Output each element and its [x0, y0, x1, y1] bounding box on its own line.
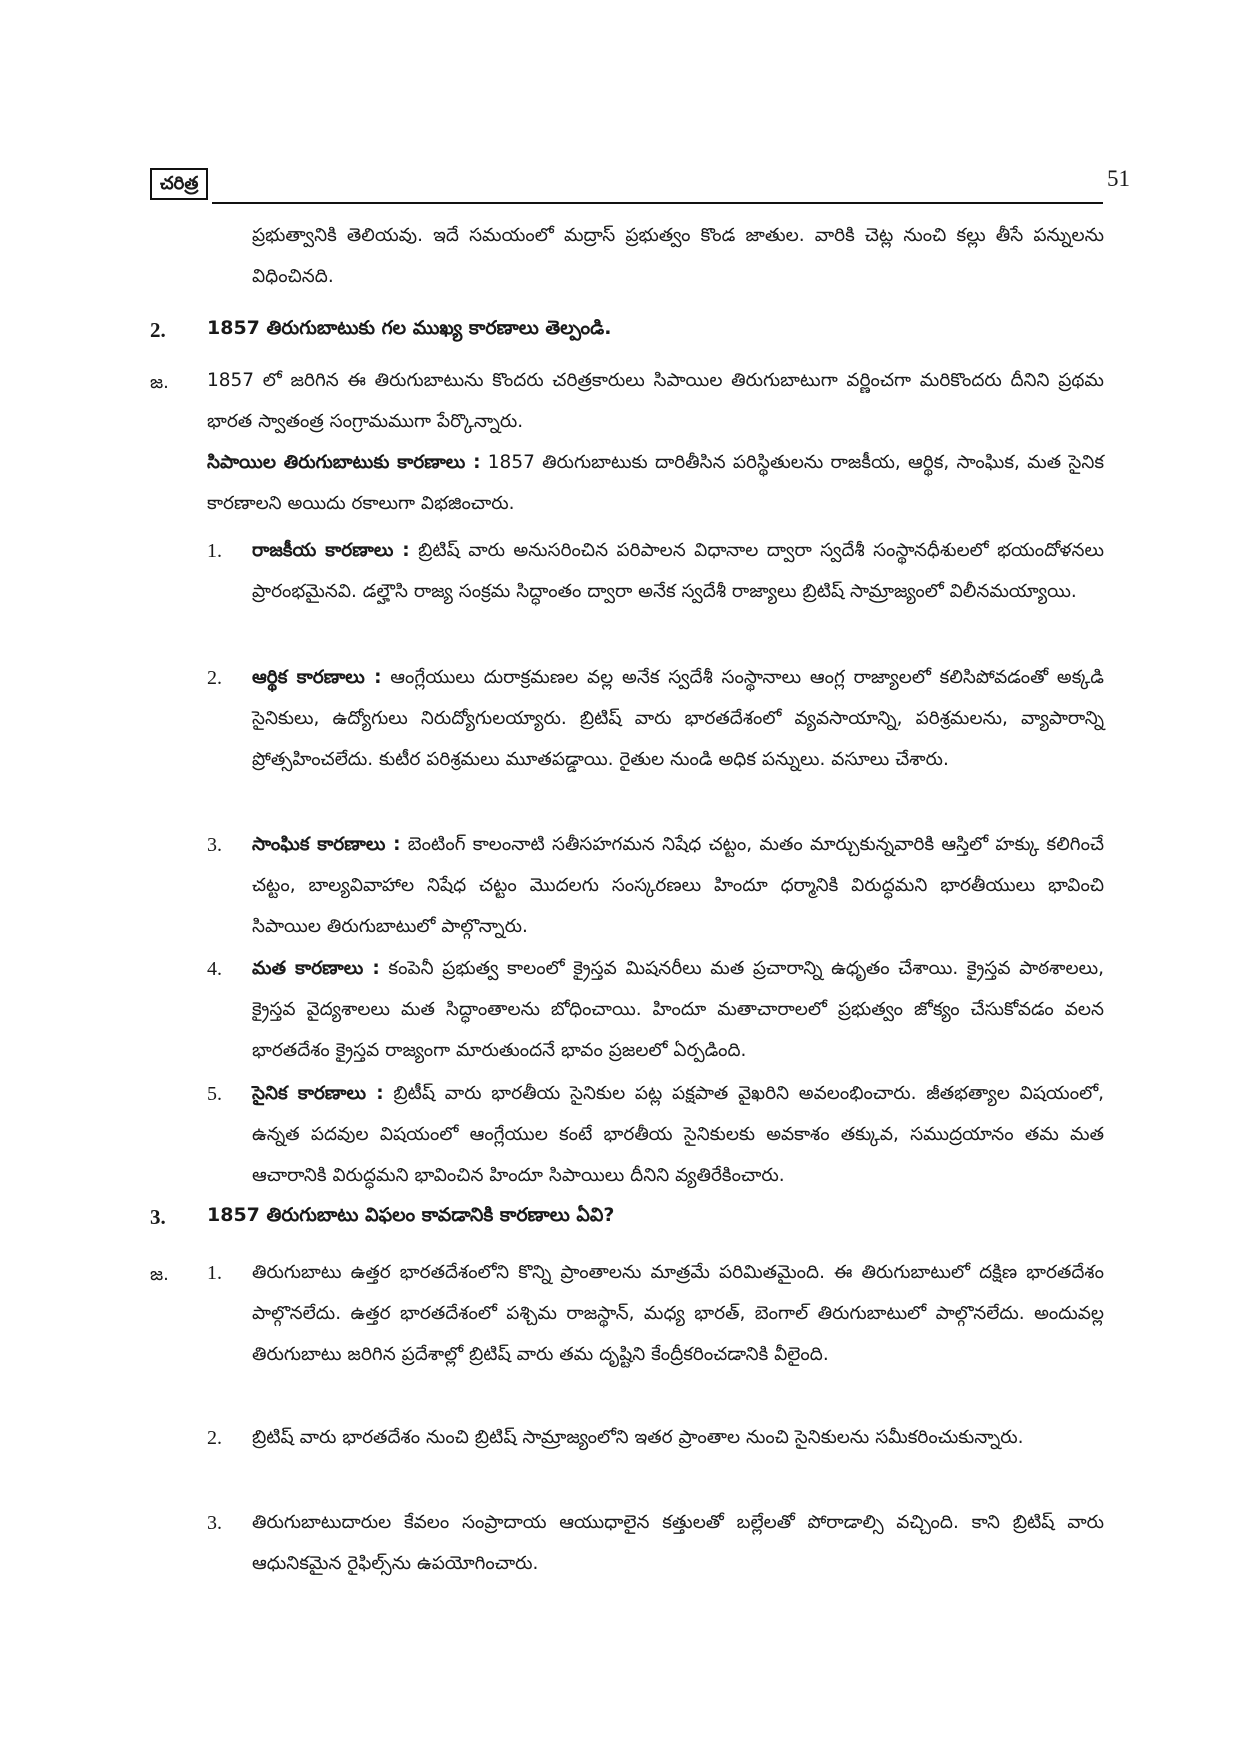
item-text: బ్రిటిష్ వారు అనుసరించిన పరిపాలన విధానాల ద్వారా స్వదేశీ సంస్థానధీశులలో భయందోళనలు ప్రారంభమైనవి. డల్హౌసి రాజ్య సంక్రమ సిద్ధాంతం ద్వారా అనేక స్వదేశీ రాజ్యాలు బ్రిటిష్ సామ్రాజ్యంలో విలీనమయ్యాయి.	[252, 540, 1104, 602]
item-text: ఆంగ్లేయులు దురాక్రమణల వల్ల అనేక స్వదేశీ సంస్థానాలు ఆంగ్ల రాజ్యాలలో కలిసిపోవడంతో అక్కడి సైనికులు, ఉద్యోగులు నిరుద్యోగులయ్యారు. బ్రిటిష్ వారు భారతదేశంలో వ్యవసాయాన్ని, పరిశ్రమలను, వ్యాపారాన్ని ప్రోత్సహించలేదు. కుటీర పరిశ్రమలు మూతపడ్డాయి. రైతుల నుండి అధిక పన్నులు. వసూలు చేశారు.	[252, 667, 1104, 770]
answer-marker: జ.	[150, 372, 169, 393]
item-label: రాజకీయ కారణాలు :	[252, 540, 410, 561]
list-item-number: 1.	[207, 540, 222, 562]
answer-intro: 1857 లో జరిగిన ఈ తిరుగుబాటును కొందరు చరిత్రకారులు సిపాయిల తిరుగుబాటుగా వర్ణించగా మరికొందరు దీనిని ప్రథమ భారత స్వాతంత్ర సంగ్రామముగా పేర్కొన్నారు.	[207, 370, 1104, 432]
item-text: బెంటింగ్ కాలంనాటి సతీసహగమన నిషేధ చట్టం, మతం మార్చుకున్నవారికి ఆస్తిలో హక్కు కలిగించే చట్టం, బాల్యవివాహాల నిషేధ చట్టం మొదలగు సంస్కరణలు హిందూ ధర్మానికి విరుద్ధమని భారతీయులు భావించి సిపాయిల తిరుగుబాటులో పాల్గొన్నారు.	[252, 834, 1105, 937]
item-text: బ్రిటీష్ వారు భారతీయ సైనికుల పట్ల పక్షపాత వైఖరిని అవలంభించారు. జీతభత్యాల విషయంలో, ఉన్నత పదవుల విషయంలో ఆంగ్లేయుల కంటే భారతీయ సైనికులకు అవకాశం తక్కువ, సముద్రయానం తమ మత ఆచారానికి విరుద్ధమని భావించిన హిందూ సిపాయిలు దీనిని వ్యతిరేకించారు.	[252, 1083, 1104, 1186]
list-item: బ్రిటిష్ వారు భారతదేశం నుంచి బ్రిటిష్ సామ్రాజ్యంలోని ఇతర ప్రాంతాల నుంచి సైనికులను సమీకరించుకున్నారు.	[252, 1427, 1024, 1448]
chapter-badge: చరిత్ర	[150, 168, 208, 200]
list-item	[252, 657, 1104, 780]
item-text: కంపెనీ ప్రభుత్వ కాలంలో క్రైస్తవ మిషనరీలు మత ప్రచారాన్ని ఉధృతం చేశాయి. క్రైస్తవ పాఠశాలలు, క్రైస్తవ వైద్యశాలలు మత సిద్ధాంతాలను బోధించాయి. హిందూ మతాచారాలలో ప్రభుత్వం జోక్యం చేసుకోవడం వలన భారతదేశం క్రైస్తవ రాజ్యంగా మారుతుందనే భావం ప్రజలలో ఏర్పడింది.	[252, 958, 1104, 1061]
item-label: సాంఘిక కారణాలు :	[252, 834, 401, 855]
list-item	[252, 824, 1104, 947]
list-item	[252, 530, 1104, 612]
list-item-number: 2.	[207, 1427, 222, 1449]
list-item-number: 1.	[207, 1262, 222, 1284]
page-number: 51	[1107, 166, 1130, 191]
question-title: 1857 తిరుగుబాటుకు గల ముఖ్య కారణాలు తెల్పండి.	[207, 317, 612, 339]
list-item-number: 3.	[207, 834, 222, 856]
item-label: మత కారణాలు :	[252, 958, 380, 979]
item-label: సైనిక కారణాలు :	[252, 1083, 384, 1104]
question-number: 2.	[150, 318, 166, 342]
item-label: ఆర్థిక కారణాలు :	[252, 667, 382, 688]
list-item	[252, 1073, 1104, 1196]
question-title: 1857 తిరుగుబాటు విఫలం కావడానికి కారణాలు ఏవి?	[207, 1204, 615, 1226]
list-item: తిరుగుబాటు ఉత్తర భారతదేశంలోని కొన్ని ప్రాంతాలను మాత్రమే పరిమితమైంది. ఈ తిరుగుబాటులో దక్షిణ భారతదేశం పాల్గొనలేదు. ఉత్తర భారతదేశంలో పశ్చిమ రాజస్థాన్, మధ్య భారత్, బెంగాల్ తిరుగుబాటులో పాల్గొనలేదు. అందువల్ల తిరుగుబాటు జరిగిన ప్రదేశాల్లో బ్రిటిష్ వారు తమ దృష్టిని కేంద్రీకరించడానికి వీలైంది.	[252, 1262, 1104, 1365]
intro-continuation: ప్రభుత్వానికి తెలియవు. ఇదే సమయంలో మద్రాస్ ప్రభుత్వం కొండ జాతుల. వారికి చెట్ల నుంచి కల్లు తీసే పన్నులను విధించినది.	[252, 225, 1104, 287]
list-item-number: 4.	[207, 958, 222, 980]
list-item-number: 3.	[207, 1512, 222, 1534]
question-number: 3.	[150, 1205, 166, 1229]
header-rule	[212, 202, 1103, 204]
subheading-label: సిపాయిల తిరుగుబాటుకు కారణాలు :	[207, 452, 481, 473]
list-item	[252, 948, 1104, 1071]
list-item-number: 2.	[207, 667, 222, 689]
answer-marker: జ.	[150, 1264, 169, 1285]
causes-subheading	[207, 442, 1104, 524]
subheading-text: 1857 తిరుగుబాటుకు దారితీసిన పరిస్థితులను రాజకీయ, ఆర్థిక, సాంఘిక, మత సైనిక కారణాలని అయిదు రకాలుగా విభజించారు.	[207, 452, 1104, 514]
list-item: తిరుగుబాటుదారుల కేవలం సంప్రాదాయ ఆయుధాలైన కత్తులతో బల్లేలతో పోరాడాల్సి వచ్చింది. కాని బ్రిటిష్ వారు ఆధునికమైన రైఫిల్స్‌ను ఉపయోగించారు.	[252, 1512, 1104, 1574]
list-item-number: 5.	[207, 1083, 222, 1105]
